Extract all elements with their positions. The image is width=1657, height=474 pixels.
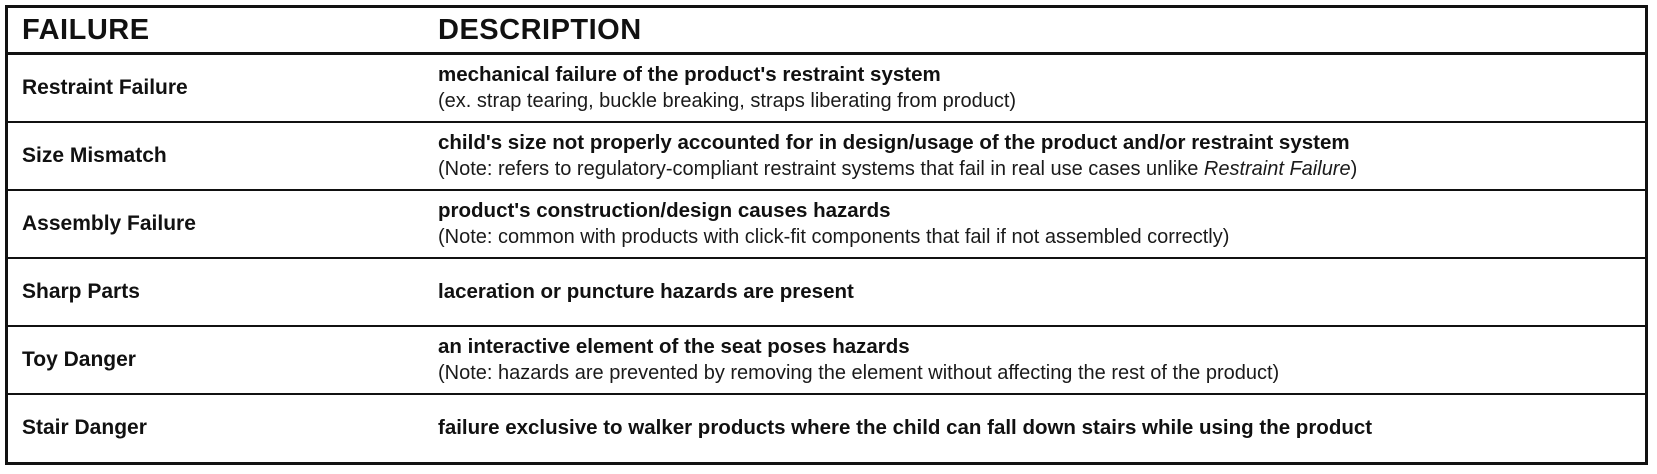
failure-name: Stair Danger xyxy=(8,394,420,462)
description-cell xyxy=(420,258,1645,326)
failure-name: Sharp Parts xyxy=(8,258,420,326)
description-note xyxy=(438,88,1635,114)
description-note xyxy=(438,360,1635,386)
note-text: (Note: refers to regulatory-compliant restraint systems that fail in real use cases unlike xyxy=(438,157,1204,180)
failure-table xyxy=(8,8,1645,462)
note-text: (ex. strap tearing, buckle breaking, straps liberating from product) xyxy=(438,89,1017,112)
table-header-row xyxy=(8,8,1645,54)
description-main: an interactive element of the seat poses hazards xyxy=(438,334,910,358)
table-row xyxy=(8,190,1645,258)
description-cell xyxy=(420,394,1645,462)
table-row xyxy=(8,394,1645,462)
table-row xyxy=(8,258,1645,326)
table-row xyxy=(8,326,1645,394)
failure-table-frame xyxy=(5,5,1648,465)
table-row xyxy=(8,122,1645,190)
description-cell xyxy=(420,326,1645,394)
failure-name: Assembly Failure xyxy=(8,190,420,258)
description-note xyxy=(438,224,1635,250)
failure-name: Toy Danger xyxy=(8,326,420,394)
description-main: laceration or puncture hazards are present xyxy=(438,279,854,303)
note-italic: Restraint Failure xyxy=(1203,157,1351,180)
failure-name: Restraint Failure xyxy=(22,75,188,99)
description-column-header: DESCRIPTION xyxy=(420,8,1645,54)
description-cell xyxy=(420,122,1645,190)
description-main: failure exclusive to walker products where the child can fall down stairs while using the product xyxy=(438,416,1373,439)
description-cell xyxy=(420,54,1645,122)
description-cell xyxy=(420,190,1645,258)
description-note xyxy=(438,156,1635,182)
note-text: (Note: hazards are prevented by removing the element without affecting the rest of the product) xyxy=(438,361,1280,384)
failure-column-header: FAILURE xyxy=(8,8,420,54)
description-main: child's size not properly accounted for in design/usage of the product and/or restraint system xyxy=(438,130,1350,154)
note-text: (Note: common with products with click-fit components that fail if not assembled correctly) xyxy=(438,225,1230,248)
table-row xyxy=(8,54,1645,122)
failure-name: Size Mismatch xyxy=(8,122,420,190)
description-main: product's construction/design causes hazards xyxy=(438,198,891,222)
note-end: ) xyxy=(1350,157,1358,180)
description-main: mechanical failure of the product's restraint system xyxy=(438,62,941,86)
